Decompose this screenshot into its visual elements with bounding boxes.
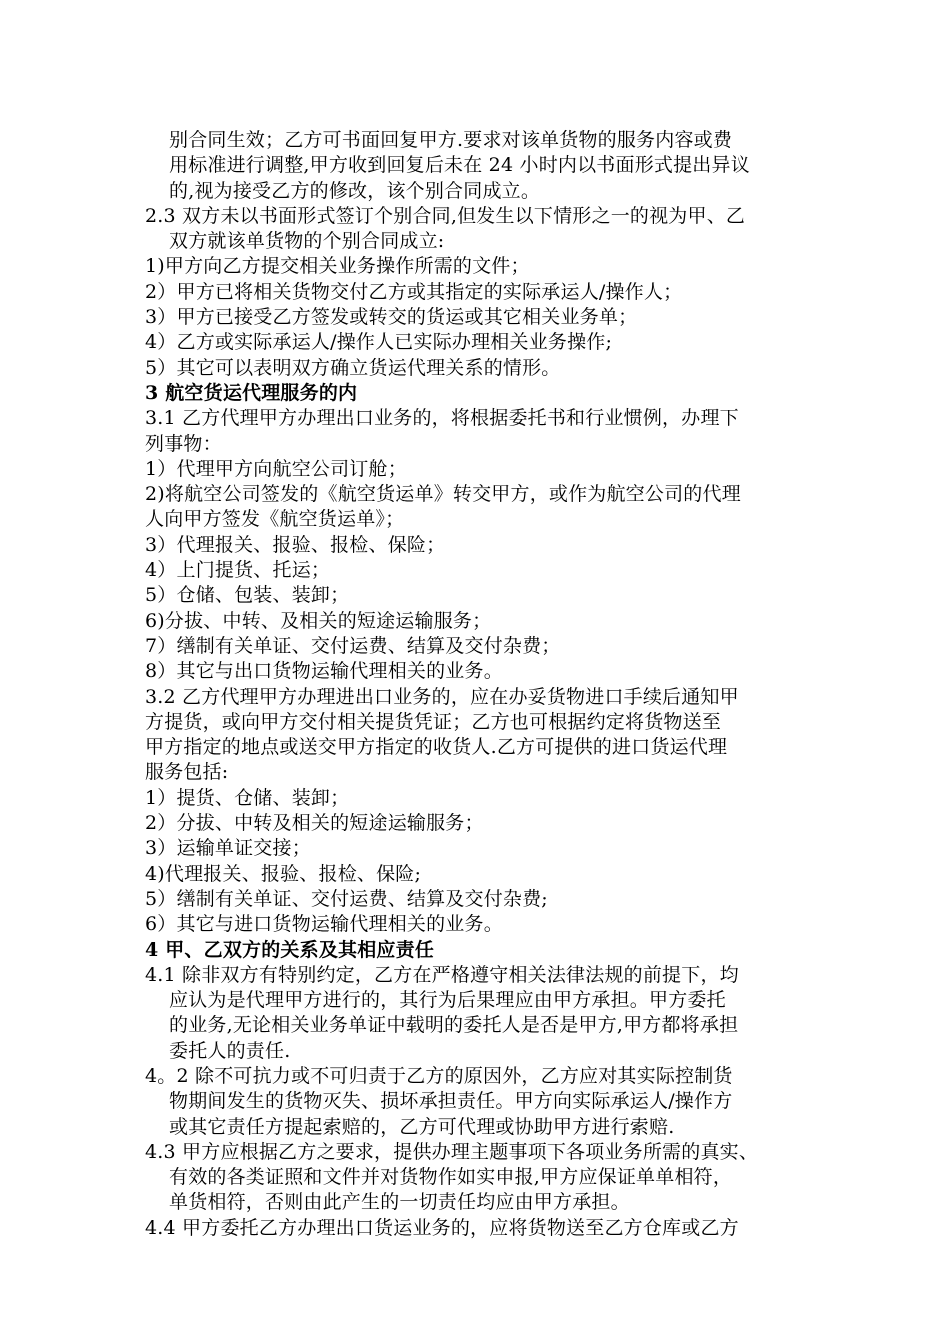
text-line: 8）其它与出口货物运输代理相关的业务。: [145, 660, 503, 683]
text-line: 方提货，或向甲方交付相关提货凭证；乙方也可根据约定将货物送至: [145, 710, 722, 733]
text-line: 1）代理甲方向航空公司订舱；: [145, 457, 407, 480]
text-line: 用标准进行调整,甲方收到回复后未在 24 小时内以书面形式提出异议: [169, 154, 750, 177]
text-line: 甲方指定的地点或送交甲方指定的收货人.乙方可提供的进口货运代理: [145, 736, 728, 759]
document-page: [145, 128, 860, 1241]
text-line: 人向甲方签发《航空货运单》；: [145, 508, 405, 531]
text-line: 服务包括:: [145, 761, 229, 784]
text-line: 委托人的责任.: [169, 1039, 291, 1062]
text-line: 2）分拔、中转及相关的短途运输服务；: [145, 812, 484, 835]
text-line: 列事物：: [145, 432, 222, 455]
text-line: 2）甲方已将相关货物交付乙方或其指定的实际承运人/操作人；: [145, 280, 683, 303]
text-line: 3.2 乙方代理甲方办理进出口业务的，应在办妥货物进口手续后通知甲: [145, 685, 739, 708]
text-line: 双方就该单货物的个别合同成立:: [169, 230, 445, 253]
text-line: 的,视为接受乙方的修改，该个别合同成立。: [169, 179, 541, 202]
text-line: 3）代理报关、报验、报检、保险；: [145, 533, 446, 556]
text-line: 4。2 除不可抗力或不可归责于乙方的原因外，乙方应对其实际控制货: [145, 1064, 733, 1087]
section-heading: 3 航空货运代理服务的内: [145, 381, 358, 404]
text-line: 有效的各类证照和文件并对货物作如实申报,甲方应保证单单相符，: [169, 1166, 733, 1189]
text-line: 3）运输单证交接；: [145, 837, 311, 860]
text-line: 1）提货、仓储、装卸；: [145, 786, 350, 809]
text-line: 物期间发生的货物灭失、损坏承担责任。甲方向实际承运人/操作方: [169, 1090, 733, 1113]
text-line: 别合同生效；乙方可书面回复甲方.要求对该单货物的服务内容或费: [169, 129, 733, 151]
text-line: 3）甲方已接受乙方签发或转交的货运或其它相关业务单；: [145, 306, 638, 329]
text-line: 单货相符，否则由此产生的一切责任均应由甲方承担。: [169, 1191, 630, 1214]
text-line: 4.1 除非双方有特别约定，乙方在严格遵守相关法律法规的前提下，均: [145, 963, 739, 986]
text-line: 应认为是代理甲方进行的，其行为后果理应由甲方承担。甲方委托: [169, 989, 726, 1012]
text-line: 或其它责任方提起索赔的，乙方可代理或协助甲方进行索赔.: [169, 1115, 675, 1138]
text-line: 6）其它与进口货物运输代理相关的业务。: [145, 913, 503, 936]
text-line: 3.1 乙方代理甲方办理出口业务的，将根据委托书和行业惯例，办理下: [145, 407, 739, 430]
text-line: 7）缮制有关单证、交付运费、结算及交付杂费；: [145, 634, 561, 657]
text-line: 4.3 甲方应根据乙方之要求，提供办理主题事项下各项业务所需的真实、: [145, 1140, 759, 1163]
section-heading: 4 甲、乙双方的关系及其相应责任: [145, 938, 435, 961]
text-line: 4.4 甲方委托乙方办理出口货运业务的，应将货物送至乙方仓库或乙方: [145, 1216, 739, 1239]
text-line: 5）仓储、包装、装卸；: [145, 584, 350, 607]
text-line: 5）缮制有关单证、交付运费、结算及交付杂费;: [145, 887, 548, 910]
text-line: 2.3 双方未以书面形式签订个别合同,但发生以下情形之一的视为甲、乙: [145, 204, 746, 227]
text-line: 5）其它可以表明双方确立货运代理关系的情形。: [145, 356, 561, 379]
text-line: 4）乙方或实际承运人/操作人已实际办理相关业务操作;: [145, 331, 613, 354]
text-line: 4）上门提货、托运；: [145, 559, 331, 582]
text-line: 6)分拔、中转、及相关的短途运输服务；: [145, 609, 492, 632]
text-line: 1)甲方向乙方提交相关业务操作所需的文件；: [145, 255, 530, 278]
text-line: 的业务,无论相关业务单证中载明的委托人是否是甲方,甲方都将承担: [169, 1014, 739, 1037]
text-line: 2)将航空公司签发的《航空货运单》转交甲方，或作为航空公司的代理: [145, 483, 741, 506]
text-line: 4)代理报关、报验、报检、保险;: [145, 862, 422, 885]
